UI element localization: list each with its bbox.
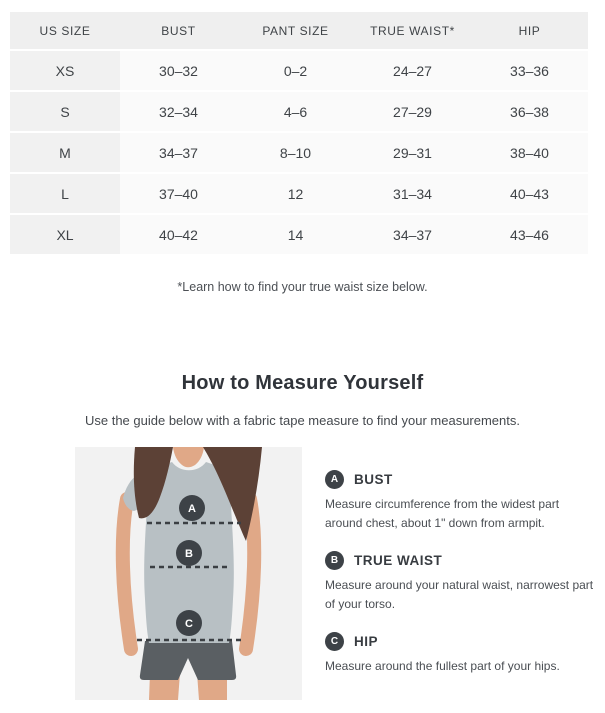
column-header-hip: HIP (471, 12, 588, 51)
measurement-guide-photo (75, 447, 302, 700)
guide-description-bust: Measure circumference from the widest part around chest, about 1" down from armpit. (325, 497, 560, 530)
table-row-l (10, 174, 588, 215)
guide-label-true-waist: TRUE WAIST (354, 552, 443, 568)
svg-text:B: B (185, 547, 193, 560)
hip-cell: 40–43 (471, 174, 588, 215)
guide-description-hip: Measure around the fullest part of your hips. (325, 658, 560, 673)
us-size-cell: M (10, 133, 120, 174)
column-header-pant-size: PANT SIZE (237, 12, 354, 51)
us-size-cell: XS (10, 51, 120, 92)
bust-marker (179, 495, 205, 521)
us-size-cell: XL (10, 215, 120, 256)
size-chart-table (10, 12, 588, 256)
hip-cell: 36–38 (471, 92, 588, 133)
svg-text:C: C (185, 617, 193, 630)
us-size-cell: L (10, 174, 120, 215)
measure-section-subtitle: Use the guide below with a fabric tape measure to find your measurements. (84, 413, 520, 428)
table-row-m (10, 133, 588, 174)
guide-description-true-waist: Measure around your natural waist, narrowest part of your torso. (325, 577, 594, 611)
hip-marker (176, 610, 202, 636)
pant-size-cell: 14 (237, 215, 354, 256)
table-row-xl (10, 215, 588, 256)
column-header-true-waist: TRUE WAIST* (354, 12, 471, 51)
measure-section-title: How to Measure Yourself (181, 372, 424, 394)
bust-cell: 37–40 (120, 174, 237, 215)
hip-cell: 43–46 (471, 215, 588, 256)
hip-cell: 38–40 (471, 133, 588, 174)
svg-text:A: A (188, 502, 196, 515)
guide-item-true-waist (325, 551, 597, 614)
bust-cell: 34–37 (120, 133, 237, 174)
waist-marker (176, 540, 202, 566)
true-waist-cell: 31–34 (354, 174, 471, 215)
true-waist-cell: 34–37 (354, 215, 471, 256)
bust-cell: 32–34 (120, 92, 237, 133)
hip-letter-icon: C (325, 632, 344, 651)
measurement-guide-list (325, 470, 597, 694)
hip-cell: 33–36 (471, 51, 588, 92)
table-row-s (10, 92, 588, 133)
column-header-bust: BUST (120, 12, 237, 51)
true-waist-letter-icon: B (325, 551, 344, 570)
pant-size-cell: 8–10 (237, 133, 354, 174)
bust-cell: 40–42 (120, 215, 237, 256)
measurement-figure-illustration (75, 447, 302, 700)
bust-cell: 30–32 (120, 51, 237, 92)
bust-letter-icon: A (325, 470, 344, 489)
pant-size-cell: 4–6 (237, 92, 354, 133)
true-waist-cell: 24–27 (354, 51, 471, 92)
guide-item-hip (325, 632, 597, 676)
guide-label-hip: HIP (354, 633, 379, 649)
pant-size-cell: 12 (237, 174, 354, 215)
column-header-us-size: US SIZE (10, 12, 120, 51)
us-size-cell: S (10, 92, 120, 133)
true-waist-cell: 27–29 (354, 92, 471, 133)
guide-label-bust: BUST (354, 472, 393, 487)
guide-item-bust (325, 470, 597, 533)
table-row-xs (10, 51, 588, 92)
table-header-row (10, 12, 588, 51)
pant-size-cell: 0–2 (237, 51, 354, 92)
true-waist-footnote: *Learn how to find your true waist size below. (177, 280, 428, 294)
true-waist-cell: 29–31 (354, 133, 471, 174)
